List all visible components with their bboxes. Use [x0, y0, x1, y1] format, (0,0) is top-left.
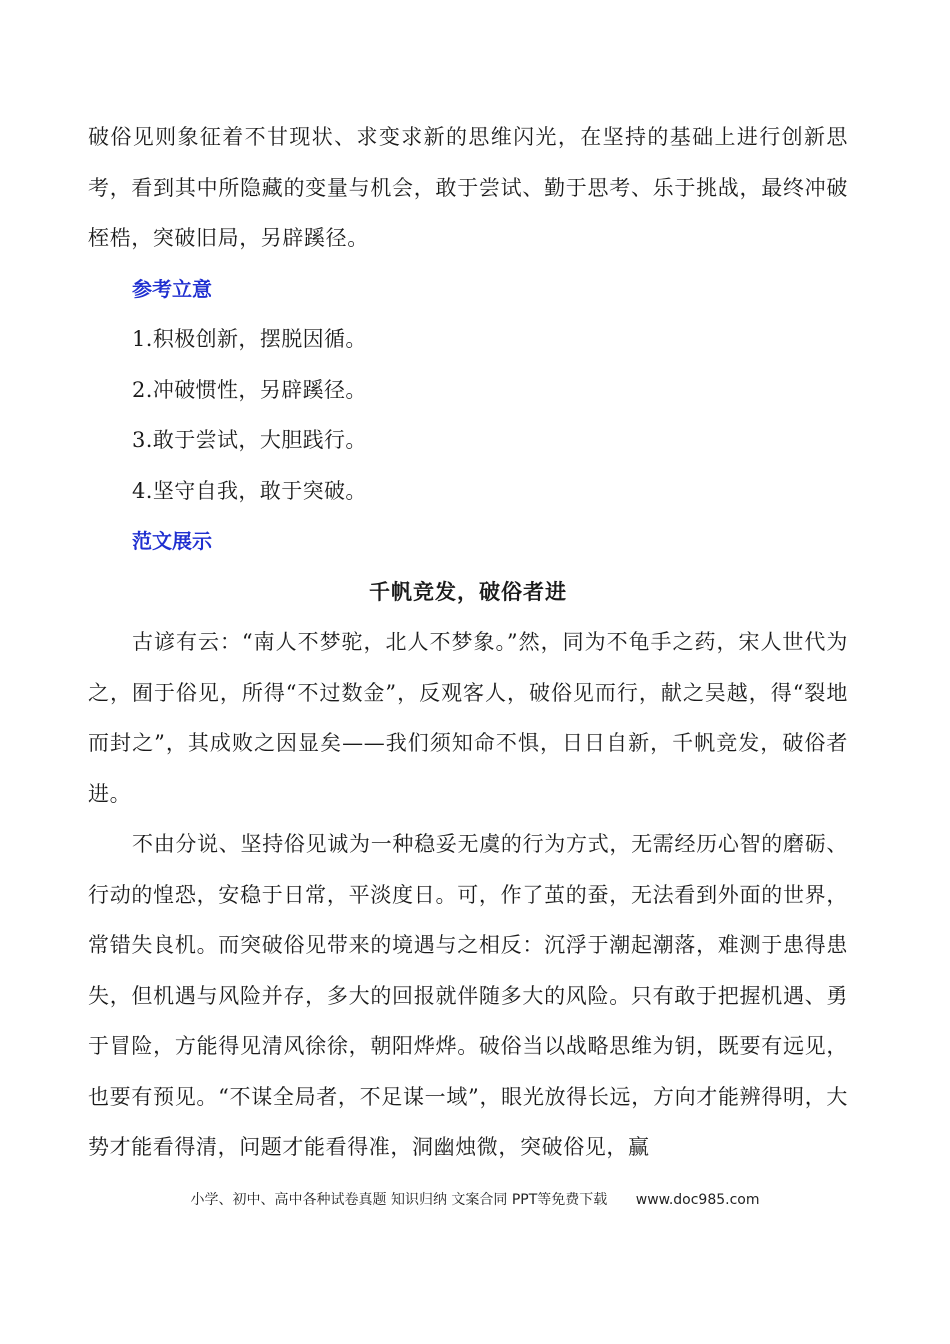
essay-title: 千帆竞发，破俗者进	[369, 579, 567, 604]
intro-paragraph: 破俗见则象征着不甘现状、求变求新的思维闪光，在坚持的基础上进行创新思考，看到其中所隐藏的变量与机会，敢于尝试、勤于思考、乐于挑战，最终冲破桎梏，突破旧局，另辟蹊径。	[88, 125, 848, 250]
essay-paragraph-2: 不由分说、坚持俗见诚为一种稳妥无虞的行为方式，无需经历心智的磨砺、行动的惶恐，安稳于日常，平淡度日。可，作了茧的蚕，无法看到外面的世界，常错失良机。而突破俗见带来的境遇与之相反：沉浮于潮起潮落，难测于患得患失，但机遇与风险并存，多大的回报就伴随多大的风险。只有敢于把握机遇、勇于冒险，方能得见清风徐徐，朝阳烨烨。破俗当以战略思维为钥，既要有远见，也要有预见。“不谋全局者，不足谋一域”，眼光放得长远，方向才能辨得明，大势才能看得清，问题才能看得准，洞幽烛微，突破俗见，赢	[88, 832, 848, 1159]
reference-item-3: 3.敢于尝试，大胆践行。	[132, 428, 367, 452]
reference-item-1: 1.积极创新，摆脱因循。	[132, 327, 367, 351]
reference-item-2: 2.冲破惯性，另辟蹊径。	[132, 377, 367, 402]
reference-item-4: 4.坚守自我，敢于突破。	[132, 478, 367, 503]
essay-heading: 范文展示	[132, 529, 212, 553]
essay-paragraph-1: 古谚有云：“南人不梦驼，北人不梦象。”然，同为不龟手之药，宋人世代为之，囿于俗见，所得“不过数金”，反观客人，破俗见而行，献之吴越，得“裂地而封之”，其成败之因显矣——我们须知命不惧，日日自新，千帆竞发，破俗者进。	[88, 630, 848, 806]
footer-url[interactable]: www.doc985.com	[635, 1192, 760, 1208]
reference-heading: 参考立意	[132, 276, 212, 301]
document-body	[88, 112, 848, 1173]
page-footer	[0, 1189, 950, 1209]
footer-text: 小学、初中、高中各种试卷真题 知识归纳 文案合同 PPT等免费下载	[190, 1192, 608, 1208]
